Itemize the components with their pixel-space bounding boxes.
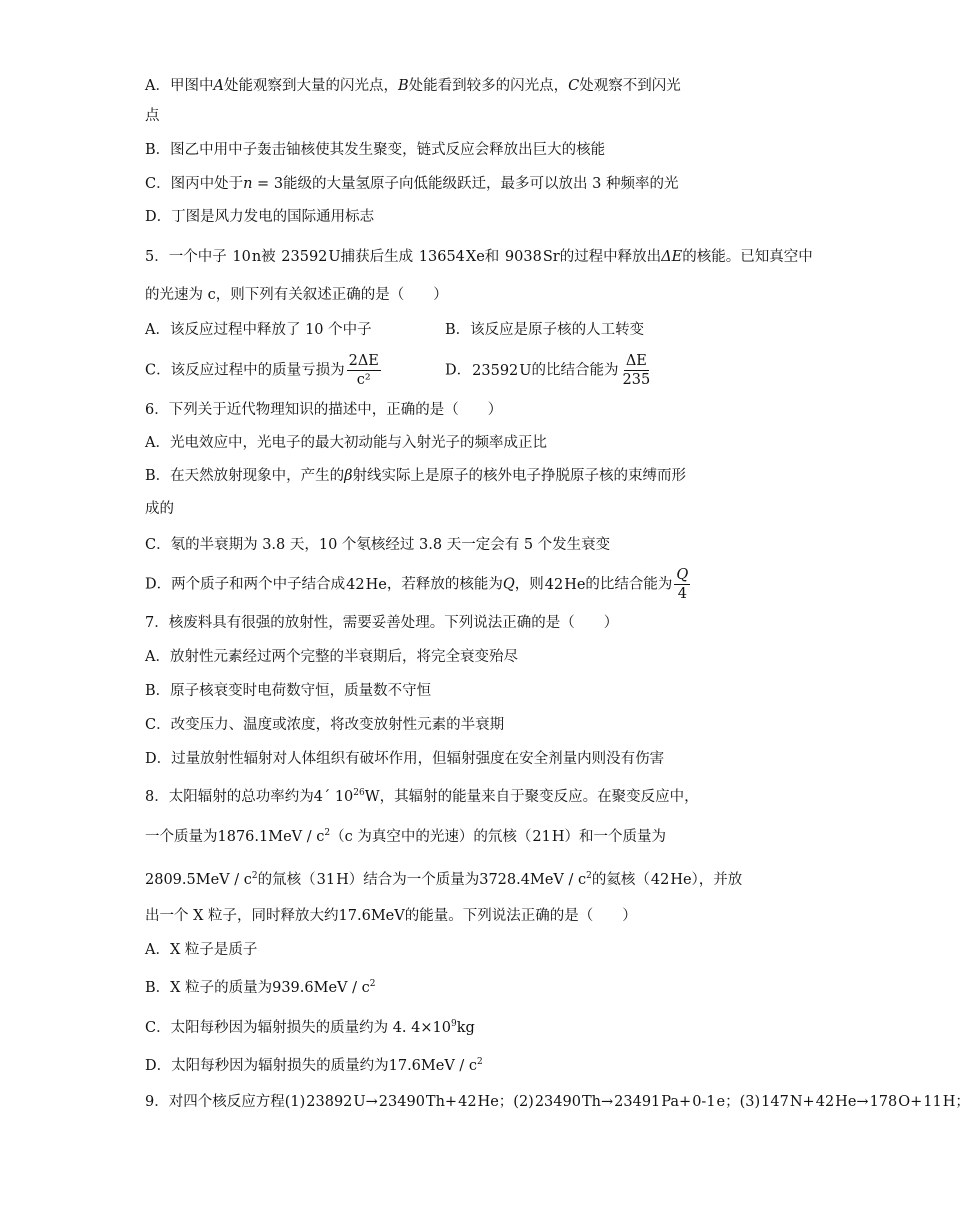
symbol-b: B (397, 78, 409, 94)
atomic-number: 92 (333, 1094, 353, 1110)
text: He→ (835, 1094, 869, 1110)
text: Th+ (425, 1094, 458, 1110)
text: Pa+ (661, 1094, 692, 1110)
text: ）结合为一个质量为 (348, 871, 480, 888)
symbol: n (251, 249, 262, 265)
text: 能级的大量氢原子向低能级跃迁，最多可以放出 3 种频率的光 (283, 176, 679, 192)
mass-number: 4 (544, 576, 554, 593)
symbol-a: A (213, 78, 224, 94)
q5-option-c (145, 352, 383, 389)
neutron-nuclide (231, 247, 261, 267)
text: O+ (898, 1094, 923, 1110)
q8-stem (145, 783, 699, 807)
deuterium-nuclide (531, 827, 564, 847)
atomic-number: 90 (562, 1094, 581, 1110)
text: ，则 (514, 576, 544, 593)
q7-option-c: C．改变压力、温度或浓度，将改变放射性元素的半衰期 (145, 717, 505, 733)
unit: W (364, 788, 380, 805)
denominator: c² (356, 372, 371, 388)
text: ，若释放的核能为 (386, 576, 503, 593)
symbol: U (328, 249, 341, 265)
fraction (347, 352, 381, 389)
mass-number: 2 (532, 828, 542, 845)
nuclide-th234 (378, 1092, 426, 1112)
beta-symbol: β (344, 468, 353, 484)
text: 8．太阳辐射的总功率约为 (145, 788, 314, 805)
mass-number: 0 (692, 1094, 702, 1110)
text: 一个质量为 (145, 828, 218, 845)
uranium-nuclide (471, 353, 531, 389)
mass-number: 1 (232, 249, 242, 265)
symbol: Xe (465, 249, 485, 265)
text: （c 为真空中的光速）的氘核（ (330, 828, 532, 845)
q4-option-c (145, 174, 679, 194)
q5-option-b: B．该反应是原子核的人工转变 (445, 322, 645, 338)
q4-option-b: B．图乙中用中子轰击铀核使其发生聚变，链式反应会释放出巨大的核能 (145, 142, 606, 158)
q8-option-a: A．X 粒子是质子 (145, 942, 258, 958)
symbol: He (564, 576, 586, 593)
text: He；(2) (477, 1094, 534, 1110)
q6-option-d (145, 566, 692, 603)
mass-number: 234 (534, 1094, 563, 1110)
exponent: 9 (450, 1019, 457, 1029)
text: 的核能。已知真空中 (682, 249, 813, 265)
text: C．图丙中处于 (145, 176, 244, 192)
text: 和 (484, 249, 500, 265)
atomic-number: 91 (641, 1094, 661, 1110)
nuclide-e (691, 1092, 716, 1112)
q8-stem-line3 (145, 866, 742, 890)
text: 处能看到较多的闪光点， (408, 78, 569, 94)
text: 被 (261, 249, 276, 265)
mass-value: 4. 4×10 (388, 1019, 451, 1036)
text: Th→ (581, 1094, 614, 1110)
helium-nuclide (544, 567, 586, 603)
mass-number: 14 (761, 1094, 780, 1110)
q8-option-c (145, 1014, 475, 1038)
q5-option-d (445, 352, 654, 389)
text: 的过程中释放出 (559, 249, 662, 265)
mass-number: 1 (923, 1094, 933, 1110)
atomic-number: 0 (241, 249, 251, 265)
nuclide-th234 (534, 1092, 582, 1112)
q7-option-d: D．过量放射性辐射对人体组织有破坏作用，但辐射强度在安全剂量内则没有伤害 (145, 751, 665, 767)
numerator: 2ΔE (348, 353, 379, 369)
energy-value: 17.6MeV (338, 908, 405, 924)
text: 9．对四个核反应方程(1) (145, 1094, 306, 1110)
exponent: 26 (353, 788, 365, 798)
atomic-number: 7 (779, 1094, 789, 1110)
text: ），并放 (691, 871, 743, 888)
q8-option-b (145, 974, 375, 998)
mass-value: 939.6MeV / c (272, 979, 370, 996)
text: B．X 粒子的质量为 (145, 979, 273, 996)
numerator: Q (676, 567, 689, 583)
mass-number: 136 (418, 249, 447, 265)
text: C．该反应过程中的质量亏损为 (145, 362, 345, 379)
text: 的氚核（ (257, 871, 316, 888)
mass-number: 234 (614, 1094, 642, 1110)
text: 处能观察到大量的闪光点， (223, 78, 398, 94)
mass-number: 4 (458, 1094, 468, 1110)
atomic-number: 2 (660, 871, 670, 888)
atomic-number: 92 (499, 362, 519, 379)
symbol: U (519, 362, 532, 379)
atomic-number: 38 (523, 249, 542, 265)
q4-option-d: D．丁图是风力发电的国际通用标志 (145, 209, 375, 225)
atomic-number: 8 (888, 1094, 898, 1110)
text: 射线实际上是原子的核外电子挣脱原子核的束缚而形 (352, 468, 687, 484)
mass-value: 17.6MeV / c (388, 1057, 478, 1074)
text: H； (942, 1094, 970, 1110)
text: D．太阳每秒因为辐射损失的质量约为 (145, 1057, 389, 1074)
q7-stem: 7．核废料具有很强的放射性，需要妥善处理。下列说法正确的是（ ） (145, 615, 619, 631)
q5-option-a: A．该反应过程中释放了 10 个中子 (145, 322, 372, 338)
text: 5．一个中子 (145, 249, 227, 265)
fraction (674, 566, 690, 603)
mass-number: 4 (650, 871, 661, 888)
mass-number: 4 (815, 1094, 825, 1110)
q6-option-b-cont: 成的 (145, 501, 174, 517)
delta-e: ΔE (661, 249, 683, 265)
symbol: He (670, 871, 692, 888)
mass-number: 238 (306, 1094, 334, 1110)
q8-stem-line4 (145, 906, 637, 926)
q6-option-a: A．光电效应中，光电子的最大初动能与入射光子的频率成正比 (145, 435, 547, 451)
q5-stem-cont: 的光速为 c，则下列有关叙述正确的是（ ） (145, 287, 448, 303)
text: 的能量。下列说法正确的是（ ） (404, 908, 637, 924)
atomic-number: 1 (541, 828, 551, 845)
text: 处观察不到闪光 (579, 78, 681, 94)
nuclide-u238 (305, 1092, 353, 1112)
helium-nuclide (345, 567, 387, 603)
fraction (621, 352, 653, 389)
q8-stem-line2 (145, 823, 666, 847)
uranium-nuclide (280, 247, 340, 267)
power-value: 4´ 10 (313, 788, 354, 805)
exponent: 2 (324, 828, 331, 838)
mass-number: 235 (472, 362, 500, 379)
symbol: Sr (542, 249, 560, 265)
q5-stem (145, 247, 813, 267)
mass-number: 234 (378, 1094, 407, 1110)
atomic-number: 90 (406, 1094, 425, 1110)
unit: kg (456, 1019, 475, 1036)
mass-number: 4 (346, 576, 356, 593)
nuclide-he4 (457, 1092, 477, 1112)
exponent: 2 (251, 871, 258, 881)
text: D． (445, 362, 472, 379)
text: ）和一个质量为 (564, 828, 666, 845)
symbol: H (551, 828, 565, 845)
strontium-nuclide (504, 247, 560, 267)
text: B．在天然放射现象中，产生的 (145, 468, 345, 484)
mass-number: 90 (504, 249, 524, 265)
q4-option-a-cont: 点 (145, 108, 160, 124)
atomic-number: 92 (308, 249, 328, 265)
atomic-number: 1 (932, 1094, 942, 1110)
atomic-number: 2 (553, 576, 564, 593)
q7-option-b: B．原子核衰变时电荷数守恒，质量数不守恒 (145, 683, 432, 699)
mass-helium: 3728.4MeV / c (479, 871, 587, 888)
text: 的氦核（ (591, 871, 650, 888)
tritium-nuclide (316, 870, 349, 890)
denominator: 235 (622, 372, 651, 388)
atomic-number: 2 (824, 1094, 835, 1110)
text: = 3 (252, 176, 284, 192)
mass-number: 3 (316, 871, 326, 888)
atomic-number: 1 (325, 871, 336, 888)
mass-deuterium: 1876.1MeV / c (217, 828, 325, 845)
atomic-number: 2 (355, 576, 365, 593)
nuclide-he4 (815, 1092, 835, 1112)
q6-option-b (145, 466, 686, 486)
exponent: 2 (586, 871, 592, 881)
symbol-c: C (568, 78, 580, 94)
text: e；(3) (716, 1094, 761, 1110)
mass-tritium: 2809.5MeV / c (145, 871, 252, 888)
nuclide-pa234 (613, 1092, 661, 1112)
atomic-number: 2 (467, 1094, 477, 1110)
atomic-number: -1 (701, 1094, 716, 1110)
text: ，其辐射的能量来自于聚变反应。在聚变反应中， (379, 788, 699, 805)
atomic-number: 54 (446, 249, 465, 265)
text: 的比结合能为 (585, 576, 673, 593)
text: 出一个 X 粒子，同时释放大约 (145, 908, 339, 924)
q6-stem: 6．下列关于近代物理知识的描述中，正确的是（ ） (145, 402, 503, 418)
q7-option-a: A．放射性元素经过两个完整的半衰期后，将完全衰变殆尽 (145, 649, 518, 665)
nuclide-n14 (760, 1092, 790, 1112)
exponent: 2 (477, 1057, 483, 1067)
symbol-q: Q (502, 576, 515, 593)
symbol-n: n (243, 176, 253, 192)
exponent: 2 (369, 979, 376, 989)
text: U→ (353, 1094, 378, 1110)
q8-option-d (145, 1052, 483, 1076)
symbol: He (365, 576, 387, 593)
q4-option-a (145, 76, 681, 96)
text: D．两个质子和两个中子结合成 (145, 576, 346, 593)
xenon-nuclide (418, 247, 485, 267)
q9-stem (145, 1092, 970, 1112)
nuclide-h1 (922, 1092, 942, 1112)
helium-nuclide (650, 870, 692, 890)
numerator: ΔE (625, 353, 647, 369)
mass-number: 235 (281, 249, 309, 265)
mass-number: 17 (869, 1094, 889, 1110)
symbol: H (336, 871, 349, 888)
text: A．甲图中 (145, 78, 214, 94)
text: 捕获后生成 (340, 249, 414, 265)
text: N+ (789, 1094, 815, 1110)
text: 的比结合能为 (531, 362, 619, 379)
nuclide-o17 (869, 1092, 899, 1112)
q6-option-c: C．氡的半衰期为 3.8 天，10 个氡核经过 3.8 天一定会有 5 个发生衰变 (145, 537, 611, 553)
denominator: 4 (677, 586, 687, 602)
text: C．太阳每秒因为辐射损失的质量约为 (145, 1019, 389, 1036)
